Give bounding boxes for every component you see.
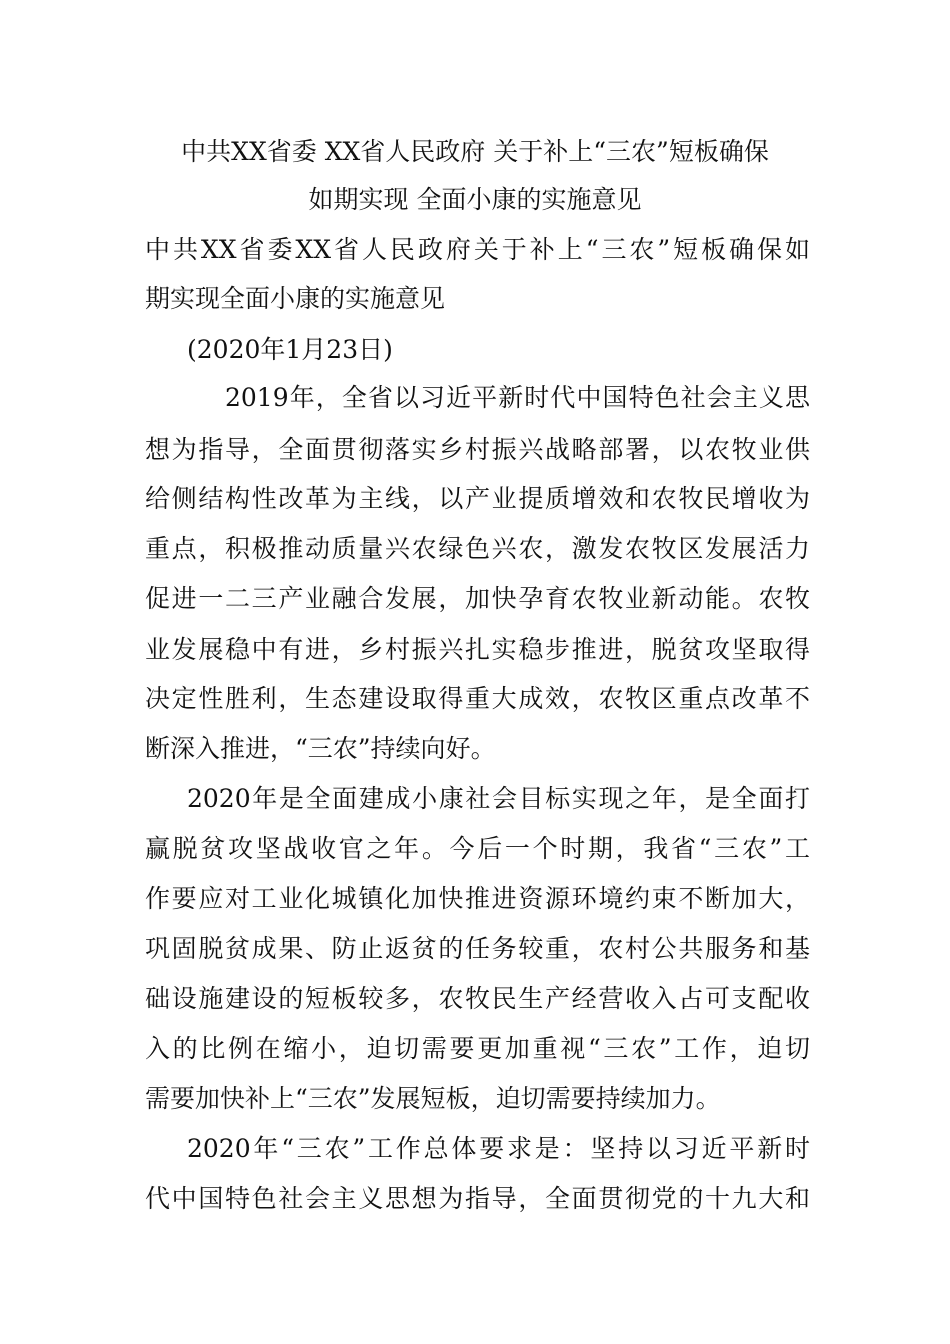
paragraph-1-line: 想为指导，全面贯彻落实乡村振兴战略部署，以农牧业供 bbox=[145, 435, 810, 464]
paragraph-2-line: 2020年是全面建成小康社会目标实现之年，是全面打 bbox=[187, 784, 810, 813]
paragraph-1-line: 断深入推进，“三农”持续向好。 bbox=[145, 734, 496, 763]
paragraph-2-line: 入的比例在缩小，迫切需要更加重视“三农”工作，迫切 bbox=[145, 1034, 810, 1063]
subtitle-line-1: 中共XX省委XX省人民政府关于补上“三农”短板确保如 bbox=[145, 235, 810, 264]
paragraph-1-line: 促进一二三产业融合发展，加快孕育农牧业新动能。农牧 bbox=[145, 584, 810, 613]
paragraph-1-line: 业发展稳中有进，乡村振兴扎实稳步推进，脱贫攻坚取得 bbox=[145, 635, 810, 664]
paragraph-2-line: 础设施建设的短板较多，农牧民生产经营收入占可支配收 bbox=[145, 984, 810, 1013]
paragraph-2-line: 作要应对工业化城镇化加快推进资源环境约束不断加大， bbox=[145, 884, 810, 913]
paragraph-1-line: 给侧结构性改革为主线，以产业提质增效和农牧民增收为 bbox=[145, 484, 810, 513]
paragraph-3-line: 代中国特色社会主义思想为指导，全面贯彻党的十九大和 bbox=[145, 1184, 810, 1213]
paragraph-1-line: 决定性胜利，生态建设取得重大成效，农牧区重点改革不 bbox=[145, 684, 810, 713]
document-title-line-1: 中共XX省委 XX省人民政府 关于补上“三农”短板确保 bbox=[181, 137, 769, 166]
paragraph-1-line: 重点，积极推动质量兴农绿色兴农，激发农牧区发展活力 bbox=[145, 534, 810, 563]
paragraph-3-line: 2020年“三农”工作总体要求是：坚持以习近平新时 bbox=[187, 1134, 810, 1163]
document-date: (2020年1月23日) bbox=[187, 335, 393, 364]
paragraph-1-line: 2019年，全省以习近平新时代中国特色社会主义思 bbox=[225, 383, 810, 412]
subtitle-line-2: 期实现全面小康的实施意见 bbox=[145, 284, 446, 313]
paragraph-2-line: 需要加快补上“三农”发展短板，迫切需要持续加力。 bbox=[145, 1084, 721, 1113]
document-title-line-2: 如期实现 全面小康的实施意见 bbox=[308, 185, 642, 214]
paragraph-2-line: 赢脱贫攻坚战收官之年。今后一个时期，我省“三农”工 bbox=[145, 834, 810, 863]
paragraph-2-line: 巩固脱贫成果、防止返贫的任务较重，农村公共服务和基 bbox=[145, 934, 810, 963]
